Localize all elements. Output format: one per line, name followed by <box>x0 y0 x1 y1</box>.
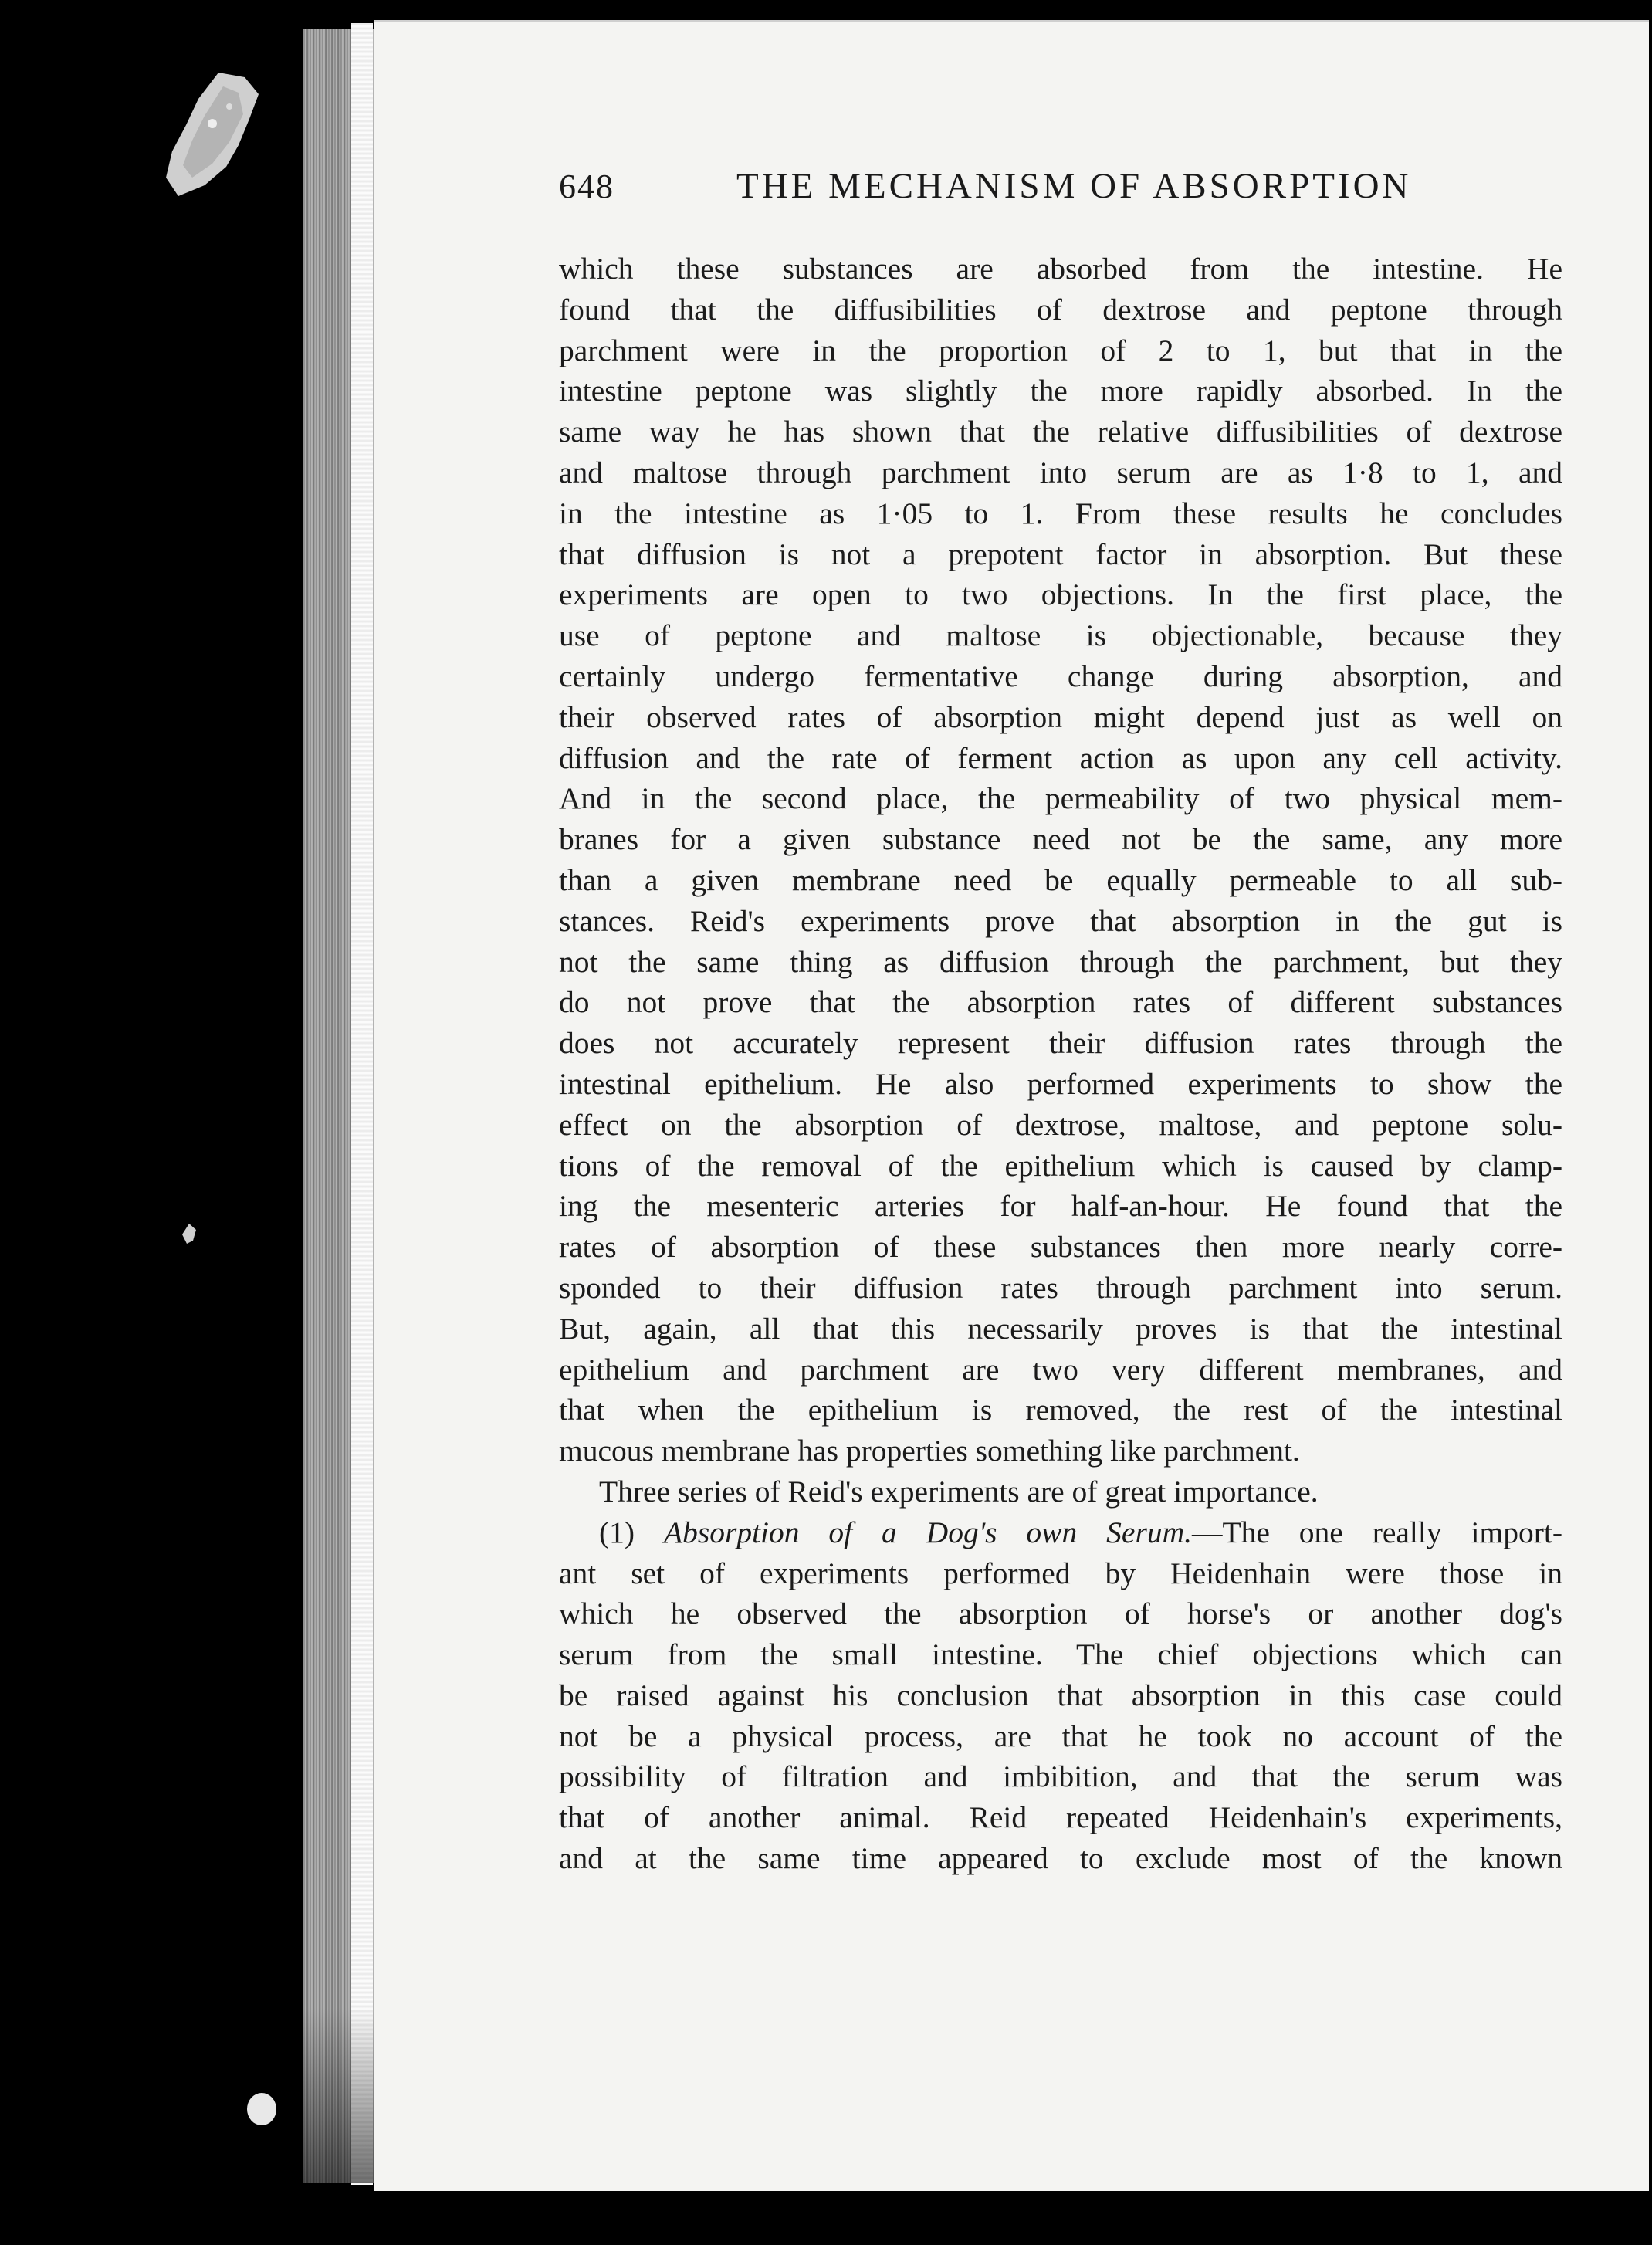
text-line <box>559 330 1562 371</box>
paper-scrap-mark <box>158 69 266 201</box>
running-title: THE MECHANISM OF ABSORPTION <box>736 166 1412 206</box>
line-text: tions of the removal of the epithelium which is caused by clamp- <box>559 1148 1562 1183</box>
text-line <box>559 1268 1562 1309</box>
line-text: —The one really import- <box>1191 1515 1562 1549</box>
text-line <box>559 411 1562 452</box>
line-text: And in the second place, the permeability of two physical mem- <box>559 781 1562 816</box>
text-line <box>559 371 1562 411</box>
text-line <box>559 534 1562 575</box>
text-line <box>559 1553 1562 1594</box>
line-text: found that the diffusibilities of dextrose and peptone through <box>559 292 1562 327</box>
line-text: their observed rates of absorption might depend just as well on <box>559 699 1562 734</box>
line-text: and at the same time appeared to exclude most of the known <box>559 1841 1562 1876</box>
text-line <box>559 1756 1562 1797</box>
line-text: which he observed the absorption of horse's or another dog's <box>559 1597 1562 1631</box>
text-line <box>559 982 1562 1023</box>
line-text: use of peptone and maltose is objectionable, because they <box>559 618 1562 653</box>
line-text: epithelium and parchment are two very different membranes, and <box>559 1352 1562 1387</box>
text-line <box>559 656 1562 697</box>
line-text: effect on the absorption of dextrose, maltose, and peptone solu- <box>559 1107 1562 1142</box>
text-line <box>559 1105 1562 1146</box>
line-text: rates of absorption of these substances then more nearly corre- <box>559 1230 1562 1265</box>
line-text: that when the epithelium is removed, the rest of the intestinal <box>559 1393 1562 1427</box>
text-line <box>559 819 1562 860</box>
page-number: 648 <box>559 168 614 205</box>
line-text: do not prove that the absorption rates of different substances <box>559 985 1562 1020</box>
spine-strip <box>351 23 373 2185</box>
text-line <box>559 452 1562 493</box>
line-text: sponded to their diffusion rates through parchment into serum. <box>559 1270 1562 1305</box>
text-line <box>559 697 1562 738</box>
section-number: (1) <box>599 1515 664 1549</box>
text-line <box>559 1186 1562 1227</box>
text-line <box>559 1593 1562 1634</box>
line-text: not the same thing as diffusion through the parchment, but they <box>559 944 1562 979</box>
text-line <box>559 901 1562 942</box>
line-text: mucous membrane has properties something like parchment. <box>559 1434 1300 1468</box>
text-line <box>559 493 1562 534</box>
line-text: same way he has shown that the relative diffusibilities of dextrose <box>559 415 1562 449</box>
text-line <box>559 738 1562 779</box>
line-text: intestine peptone was slightly the more rapidly absorbed. In the <box>559 374 1562 408</box>
text-line <box>559 1390 1562 1431</box>
text-line <box>559 1634 1562 1675</box>
line-text: possibility of filtration and imbibition, and that the serum was <box>559 1759 1562 1794</box>
section-heading-italic: Absorption of a Dog's own Serum. <box>663 1515 1192 1549</box>
line-text: which these substances are absorbed from the intestine. He <box>559 252 1562 286</box>
text-line <box>559 574 1562 615</box>
text-line <box>559 1838 1562 1879</box>
line-text: certainly undergo fermentative change during absorption, and <box>559 659 1562 693</box>
text-line <box>559 1431 1562 1471</box>
text-line <box>559 1675 1562 1716</box>
text-line <box>559 778 1562 819</box>
line-text: parchment were in the proportion of 2 to 1, but that in the <box>559 333 1562 367</box>
running-head <box>559 153 1652 222</box>
text-line <box>559 249 1562 290</box>
line-text: Three series of Reid's experiments are of great importance. <box>599 1474 1319 1509</box>
text-line <box>559 1023 1562 1064</box>
line-text: does not accurately represent their diffusion rates through the <box>559 1026 1562 1061</box>
line-text: in the intestine as 1·05 to 1. From these results he concludes <box>559 496 1562 530</box>
line-text: intestinal epithelium. He also performed experiments to show the <box>559 1066 1562 1101</box>
corner-blob-mark <box>245 2091 278 2126</box>
margin-speck-mark <box>182 1224 196 1244</box>
line-text: and maltose through parchment into serum are as 1·8 to 1, and <box>559 455 1562 489</box>
text-line <box>559 1064 1562 1105</box>
line-text: be raised against his conclusion that absorption in this case could <box>559 1678 1562 1712</box>
text-line <box>559 942 1562 983</box>
line-text: serum from the small intestine. The chief objections which can <box>559 1637 1562 1672</box>
line-text: than a given membrane need be equally permeable to all sub- <box>559 862 1562 897</box>
line-text: stances. Reid's experiments prove that absorption in the gut is <box>559 903 1562 938</box>
text-line <box>559 1797 1562 1838</box>
line-text: But, again, all that this necessarily proves is that the intestinal <box>559 1311 1562 1346</box>
body-text <box>559 249 1562 1879</box>
line-text: not be a physical process, are that he took no account of the <box>559 1718 1562 1753</box>
line-text: diffusion and the rate of ferment action as upon any cell activity. <box>559 740 1562 775</box>
line-text: ing the mesenteric arteries for half-an-hour. He found that the <box>559 1189 1562 1224</box>
line-text: branes for a given substance need not be the same, any more <box>559 822 1562 857</box>
page-edges-shadow <box>303 2007 377 2183</box>
text-line <box>559 1471 1562 1512</box>
text-line <box>559 1512 1562 1553</box>
line-text: that diffusion is not a prepotent factor in absorption. But these <box>559 537 1562 571</box>
text-line <box>559 860 1562 901</box>
line-text: experiments are open to two objections. In the first place, the <box>559 577 1562 612</box>
text-line <box>559 1146 1562 1187</box>
line-text: ant set of experiments performed by Heidenhain were those in <box>559 1556 1562 1590</box>
text-line <box>559 615 1562 656</box>
text-line <box>559 290 1562 330</box>
text-line <box>559 1227 1562 1268</box>
text-line <box>559 1349 1562 1390</box>
line-text: that of another animal. Reid repeated Heidenhain's experiments, <box>559 1800 1562 1835</box>
text-line <box>559 1309 1562 1349</box>
page-sheet <box>374 20 1649 2191</box>
text-line <box>559 1716 1562 1757</box>
